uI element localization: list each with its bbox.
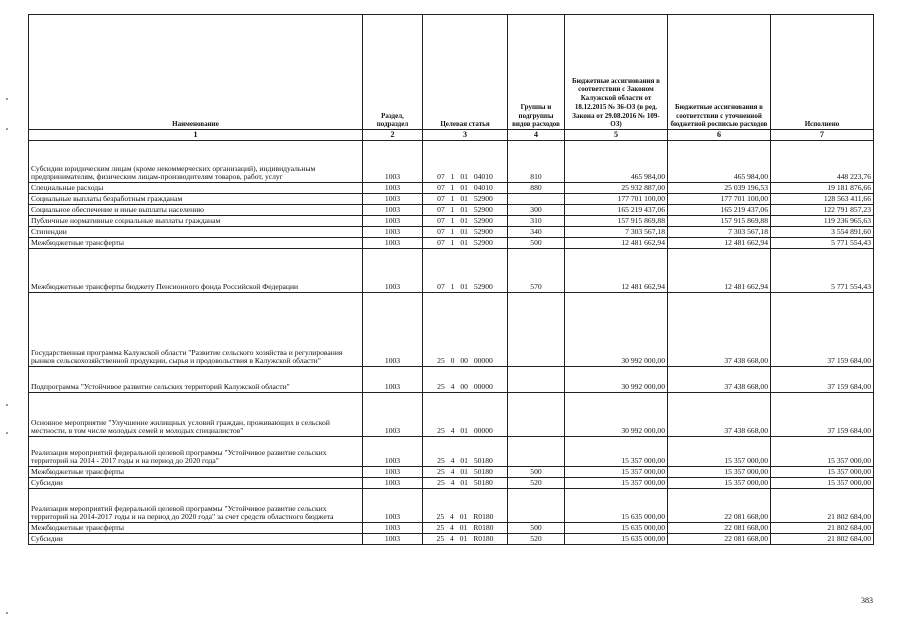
row-revised-allocation: 22 081 668,00 bbox=[668, 534, 771, 545]
row-name: Реализация мероприятий федеральной целевой программы "Устойчивое развитие сельских территорий на 2014 - 2017 годы и на период до 2020 года" bbox=[29, 437, 363, 467]
row-law-allocation: 15 635 000,00 bbox=[565, 534, 668, 545]
row-executed: 122 791 857,23 bbox=[771, 205, 874, 216]
row-name: Социальное обеспечение и иные выплаты населению bbox=[29, 205, 363, 216]
row-name: Социальные выплаты безработным гражданам bbox=[29, 194, 363, 205]
row-revised-allocation: 7 303 567,18 bbox=[668, 227, 771, 238]
table-row bbox=[29, 367, 874, 393]
row-target-item: 25 0 00 00000 bbox=[423, 293, 508, 367]
row-name: Публичные нормативные социальные выплаты гражданам bbox=[29, 216, 363, 227]
row-section: 1003 bbox=[363, 249, 423, 293]
table-row bbox=[29, 293, 874, 367]
row-revised-allocation: 165 219 437,06 bbox=[668, 205, 771, 216]
row-name: Субсидии bbox=[29, 534, 363, 545]
row-revised-allocation: 15 357 000,00 bbox=[668, 478, 771, 489]
row-law-allocation: 15 635 000,00 bbox=[565, 523, 668, 534]
row-expense-group: 810 bbox=[508, 141, 565, 183]
column-number: 3 bbox=[423, 130, 508, 141]
row-expense-group bbox=[508, 194, 565, 205]
row-name: Межбюджетные трансферты bbox=[29, 238, 363, 249]
row-executed: 37 159 684,00 bbox=[771, 293, 874, 367]
row-law-allocation: 165 219 437,06 bbox=[565, 205, 668, 216]
margin-mark bbox=[6, 128, 8, 130]
row-expense-group: 880 bbox=[508, 183, 565, 194]
row-revised-allocation: 15 357 000,00 bbox=[668, 467, 771, 478]
row-name: Государственная программа Калужской области "Развитие сельского хозяйства и регулирования рынков сельскохозяйственной продукции, сырья и продовольствия в Калужской области" bbox=[29, 293, 363, 367]
row-expense-group: 500 bbox=[508, 238, 565, 249]
row-law-allocation: 12 481 662,94 bbox=[565, 249, 668, 293]
header-groups: Группы и подгруппы видов расходов bbox=[508, 15, 565, 130]
margin-mark bbox=[6, 404, 8, 406]
row-revised-allocation: 37 438 668,00 bbox=[668, 293, 771, 367]
table-row bbox=[29, 194, 874, 205]
margin-mark bbox=[6, 432, 8, 434]
row-revised-allocation: 37 438 668,00 bbox=[668, 367, 771, 393]
header-law-allocations: Бюджетные ассигнования в соответствии с Законом Калужской области от 18.12.2015 № 36-ОЗ (в ред. Закона от 29.08.2016 № 109-ОЗ) bbox=[565, 15, 668, 130]
header-executed: Исполнено bbox=[771, 15, 874, 130]
row-target-item: 07 1 01 52900 bbox=[423, 227, 508, 238]
row-expense-group: 340 bbox=[508, 227, 565, 238]
row-section: 1003 bbox=[363, 393, 423, 437]
header-name: Наименование bbox=[29, 15, 363, 130]
table-row bbox=[29, 141, 874, 183]
table-row bbox=[29, 216, 874, 227]
column-number: 2 bbox=[363, 130, 423, 141]
row-revised-allocation: 37 438 668,00 bbox=[668, 393, 771, 437]
row-name: Субсидии bbox=[29, 478, 363, 489]
row-law-allocation: 15 357 000,00 bbox=[565, 467, 668, 478]
table-row bbox=[29, 205, 874, 216]
row-revised-allocation: 25 039 196,53 bbox=[668, 183, 771, 194]
row-target-item: 25 4 01 50180 bbox=[423, 478, 508, 489]
row-law-allocation: 465 984,00 bbox=[565, 141, 668, 183]
row-name: Специальные расходы bbox=[29, 183, 363, 194]
row-executed: 448 223,76 bbox=[771, 141, 874, 183]
row-law-allocation: 7 303 567,18 bbox=[565, 227, 668, 238]
table-row bbox=[29, 489, 874, 523]
row-name: Межбюджетные трансферты bbox=[29, 467, 363, 478]
row-section: 1003 bbox=[363, 478, 423, 489]
margin-mark bbox=[6, 612, 8, 614]
row-target-item: 25 4 01 R0180 bbox=[423, 534, 508, 545]
margin-mark bbox=[6, 98, 8, 100]
row-section: 1003 bbox=[363, 205, 423, 216]
column-number: 6 bbox=[668, 130, 771, 141]
row-expense-group: 520 bbox=[508, 478, 565, 489]
row-expense-group: 500 bbox=[508, 523, 565, 534]
table-body bbox=[29, 141, 874, 545]
row-executed: 3 554 891,60 bbox=[771, 227, 874, 238]
row-expense-group: 520 bbox=[508, 534, 565, 545]
row-section: 1003 bbox=[363, 467, 423, 478]
row-revised-allocation: 15 357 000,00 bbox=[668, 437, 771, 467]
row-revised-allocation: 157 915 869,88 bbox=[668, 216, 771, 227]
table-row bbox=[29, 183, 874, 194]
table-row bbox=[29, 534, 874, 545]
row-target-item: 07 1 01 52900 bbox=[423, 238, 508, 249]
row-executed: 21 802 684,00 bbox=[771, 534, 874, 545]
row-expense-group bbox=[508, 367, 565, 393]
row-law-allocation: 30 992 000,00 bbox=[565, 393, 668, 437]
row-target-item: 07 1 01 52900 bbox=[423, 249, 508, 293]
table-header bbox=[29, 15, 874, 141]
row-target-item: 25 4 00 00000 bbox=[423, 367, 508, 393]
row-target-item: 07 1 01 52900 bbox=[423, 205, 508, 216]
table-row bbox=[29, 467, 874, 478]
row-name: Стипендии bbox=[29, 227, 363, 238]
row-law-allocation: 177 701 100,00 bbox=[565, 194, 668, 205]
row-revised-allocation: 177 701 100,00 bbox=[668, 194, 771, 205]
table-row bbox=[29, 393, 874, 437]
column-number: 1 bbox=[29, 130, 363, 141]
row-executed: 21 802 684,00 bbox=[771, 523, 874, 534]
row-executed: 128 563 411,66 bbox=[771, 194, 874, 205]
row-expense-group bbox=[508, 489, 565, 523]
row-section: 1003 bbox=[363, 523, 423, 534]
header-target: Целевая статья bbox=[423, 15, 508, 130]
row-expense-group bbox=[508, 393, 565, 437]
row-law-allocation: 157 915 869,88 bbox=[565, 216, 668, 227]
row-executed: 15 357 000,00 bbox=[771, 437, 874, 467]
row-revised-allocation: 22 081 668,00 bbox=[668, 489, 771, 523]
row-executed: 37 159 684,00 bbox=[771, 393, 874, 437]
row-law-allocation: 15 635 000,00 bbox=[565, 489, 668, 523]
row-revised-allocation: 22 081 668,00 bbox=[668, 523, 771, 534]
row-target-item: 25 4 01 00000 bbox=[423, 393, 508, 437]
row-executed: 5 771 554,43 bbox=[771, 238, 874, 249]
row-executed: 37 159 684,00 bbox=[771, 367, 874, 393]
row-section: 1003 bbox=[363, 293, 423, 367]
row-expense-group: 310 bbox=[508, 216, 565, 227]
row-target-item: 07 1 01 04010 bbox=[423, 183, 508, 194]
row-section: 1003 bbox=[363, 227, 423, 238]
row-target-item: 25 4 01 R0180 bbox=[423, 523, 508, 534]
budget-sheet bbox=[28, 14, 874, 545]
row-revised-allocation: 12 481 662,94 bbox=[668, 249, 771, 293]
row-target-item: 07 1 01 04010 bbox=[423, 141, 508, 183]
row-name: Субсидии юридическим лицам (кроме некоммерческих организаций), индивидуальным предпринимателям, физическим лицам-производителям товаров, работ, услуг bbox=[29, 141, 363, 183]
row-executed: 119 236 965,63 bbox=[771, 216, 874, 227]
row-section: 1003 bbox=[363, 183, 423, 194]
row-executed: 15 357 000,00 bbox=[771, 467, 874, 478]
row-section: 1003 bbox=[363, 238, 423, 249]
row-law-allocation: 25 932 887,00 bbox=[565, 183, 668, 194]
row-section: 1003 bbox=[363, 489, 423, 523]
row-target-item: 25 4 01 R0180 bbox=[423, 489, 508, 523]
row-target-item: 25 4 01 50180 bbox=[423, 437, 508, 467]
table-row bbox=[29, 523, 874, 534]
budget-table bbox=[28, 14, 874, 545]
header-revised-allocations: Бюджетные ассигнования в соответствии с уточненной бюджетной росписью расходов bbox=[668, 15, 771, 130]
row-name: Подпрограмма "Устойчивое развитие сельских территорий Калужской области" bbox=[29, 367, 363, 393]
header-section: Раздел, подраздел bbox=[363, 15, 423, 130]
row-executed: 15 357 000,00 bbox=[771, 478, 874, 489]
row-section: 1003 bbox=[363, 194, 423, 205]
table-row bbox=[29, 478, 874, 489]
row-law-allocation: 15 357 000,00 bbox=[565, 437, 668, 467]
row-name: Основное мероприятие "Улучшение жилищных условий граждан, проживающих в сельской местности, в том числе молодых семей и молодых специалистов" bbox=[29, 393, 363, 437]
table-row bbox=[29, 227, 874, 238]
row-law-allocation: 30 992 000,00 bbox=[565, 367, 668, 393]
row-section: 1003 bbox=[363, 534, 423, 545]
row-name: Межбюджетные трансферты бюджету Пенсионного фонда Российской Федерации bbox=[29, 249, 363, 293]
row-name: Межбюджетные трансферты bbox=[29, 523, 363, 534]
row-section: 1003 bbox=[363, 141, 423, 183]
row-revised-allocation: 12 481 662,94 bbox=[668, 238, 771, 249]
row-law-allocation: 12 481 662,94 bbox=[565, 238, 668, 249]
row-section: 1003 bbox=[363, 216, 423, 227]
row-target-item: 07 1 01 52900 bbox=[423, 216, 508, 227]
row-section: 1003 bbox=[363, 367, 423, 393]
row-law-allocation: 30 992 000,00 bbox=[565, 293, 668, 367]
table-row bbox=[29, 238, 874, 249]
column-number: 4 bbox=[508, 130, 565, 141]
row-section: 1003 bbox=[363, 437, 423, 467]
row-name: Реализация мероприятий федеральной целевой программы "Устойчивое развитие сельских территорий на 2014-2017 годы и на период до 2020 года" за счет средств областного бюджета bbox=[29, 489, 363, 523]
row-executed: 19 181 876,66 bbox=[771, 183, 874, 194]
row-target-item: 25 4 01 50180 bbox=[423, 467, 508, 478]
table-row bbox=[29, 249, 874, 293]
page-number: 383 bbox=[861, 596, 873, 605]
row-revised-allocation: 465 984,00 bbox=[668, 141, 771, 183]
row-expense-group: 300 bbox=[508, 205, 565, 216]
row-expense-group: 570 bbox=[508, 249, 565, 293]
row-law-allocation: 15 357 000,00 bbox=[565, 478, 668, 489]
column-number: 7 bbox=[771, 130, 874, 141]
row-target-item: 07 1 01 52900 bbox=[423, 194, 508, 205]
row-executed: 21 802 684,00 bbox=[771, 489, 874, 523]
row-expense-group: 500 bbox=[508, 467, 565, 478]
row-expense-group bbox=[508, 437, 565, 467]
row-expense-group bbox=[508, 293, 565, 367]
row-executed: 5 771 554,43 bbox=[771, 249, 874, 293]
column-number: 5 bbox=[565, 130, 668, 141]
table-row bbox=[29, 437, 874, 467]
